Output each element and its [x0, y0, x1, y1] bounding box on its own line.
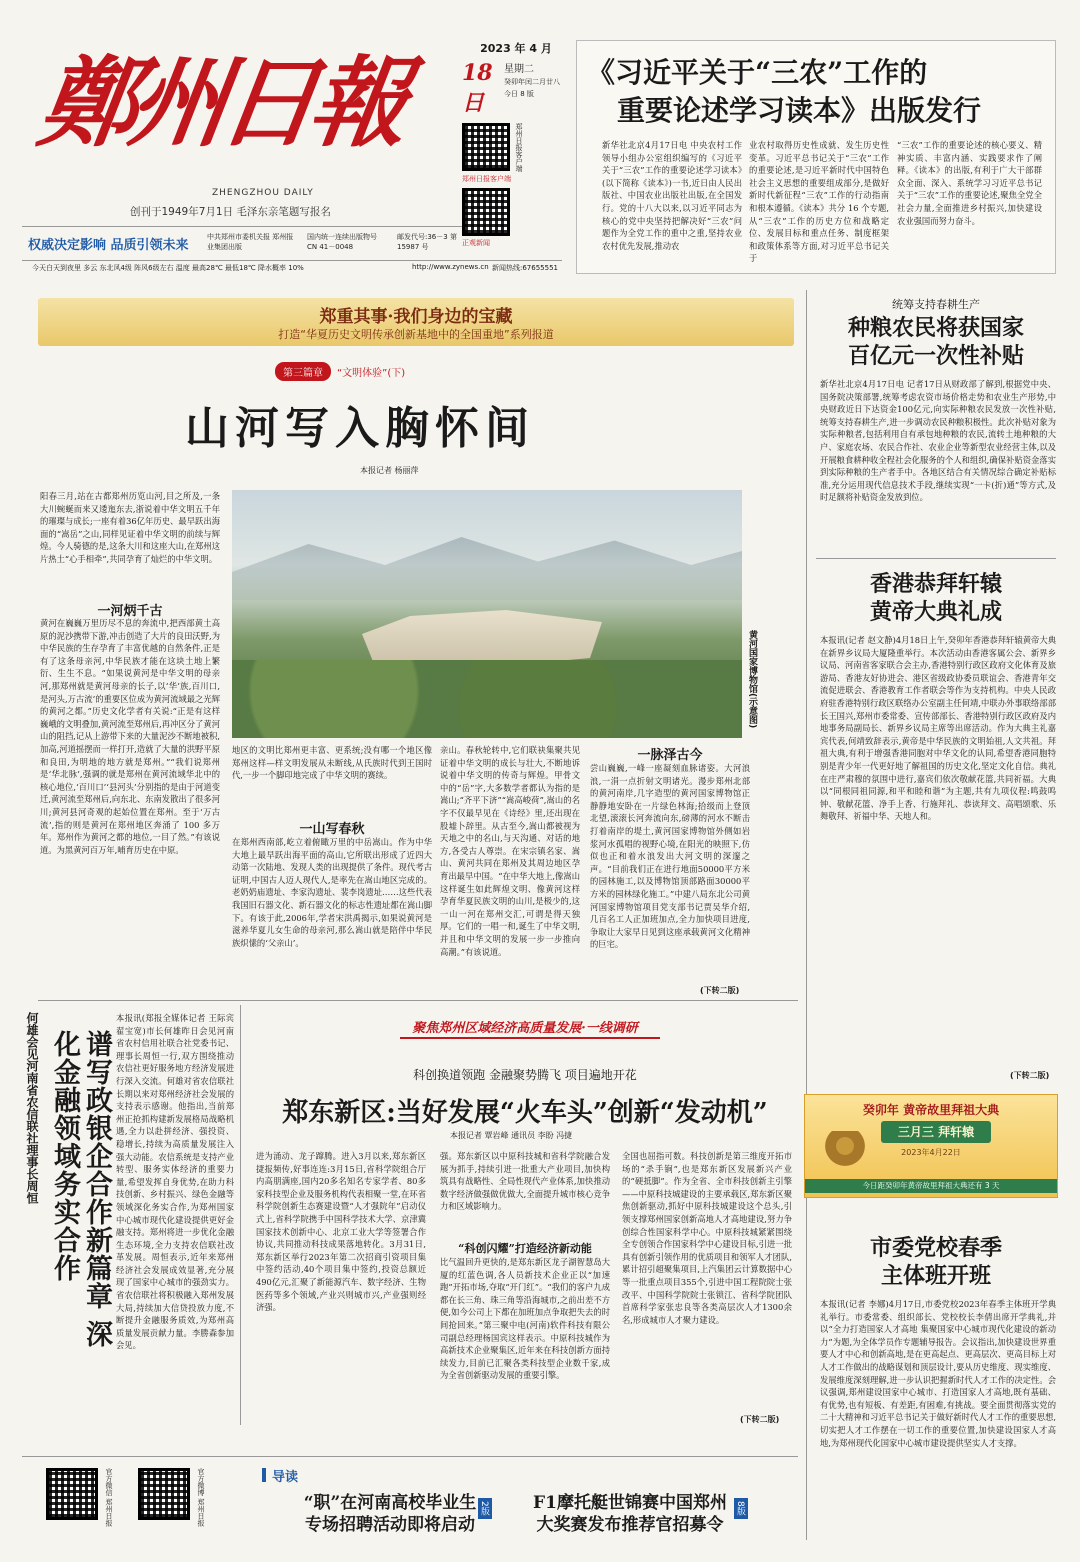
left-col-divider	[240, 1005, 241, 1425]
museum-photo	[232, 490, 742, 738]
grain-text: 新华社北京4月17日电 记者17日从财政部了解到,根据党中央、国务院决策部署,统筹考虑农资市场价格走势和农业生产形势,中央财政近日下达资金100亿元,向实际种粮农民发放一次性补贴,统筹支持春耕生产,进一步调动农民种粮积极性。此次补贴对象为实际种粮者,包括利用自有承包地种粮的农民,流转土地种粮的大户、家庭农场、农民合作社、农业企业等新型农业经营主体,以及开展粮食耕种收全程社会化服务的个人和组织,确保补贴资金落实到实际种粮的生产者手中。各地区结合有关情况综合确定补贴标准,充分运用现代信息技术手段,继续实现“一卡(折)通”等方式,及时足额将补贴资金发放到位。	[820, 379, 1056, 503]
page-count: 今日 8 版	[504, 90, 534, 98]
banner-title: 郑重其事·我们身边的宝藏	[319, 307, 513, 327]
founded-line: 创刊于1949年7月1日 毛泽东亲笔题写报名	[130, 206, 331, 218]
guide-item-2-page[interactable]: 8版	[734, 1498, 748, 1519]
chapter-label: 第三篇章	[275, 362, 331, 381]
date-box	[462, 40, 570, 247]
footer-qr-label1: 官方微信 郑州日报	[105, 1468, 113, 1527]
top-headline-line1: 《习近平关于“三农”工作的	[587, 56, 928, 89]
issn: 国内统一连续出版物号 CN 41－0048	[307, 233, 377, 251]
hotline: 新闻热线:67655551	[492, 264, 558, 272]
slogan: 权威决定影响 品质引领未来	[28, 238, 189, 253]
photo-caption: 黄河国家博物馆(示意图)	[747, 630, 757, 729]
guide-item-2-line2: 大奖赛发布推荐官招募令	[536, 1515, 724, 1535]
left-subhead: 何雄会见河南省农信联社理事长周恒	[25, 1012, 39, 1204]
top-story-box	[576, 40, 1056, 274]
head-school-2: 主体班开班	[880, 1263, 991, 1289]
hk-text: 本报讯(记者 赵文静)4月18日上午,癸卯年香港恭拜轩辕黄帝大典在新界乡议局大厦隆重举行。本次活动由香港客属公会、新界乡议局、河南省客家联合会主办,香港特别行政区政府文化体育及旅游局、香港友好协进会、港区省级政协委员联谊会、香港青年交流促进联会、香港教育工作者联会等作为支持机构。中央人民政府驻香港特别行政区联络办公室副主任何靖,中联办外事联络部部长王国兴,郑州市委常委、宣传部部长、香港特别行政区政府及内地事务局副局长、新界乡议局主席等出席活动。作为大典主礼嘉宾代表,何靖致辞表示,黄帝是中华民族的文明始祖,人文共祖。拜祖大典,有利于增强香港同胞对中华文化的认同,希望香港同胞特别是青少年一代更好地了解祖国的历史文化,坚定文化自信。典礼在庄严肃穆的氛围中进行,嘉宾们依次敬献花篮,共同祈福。大典以“同根同祖同源,和平和睦和谐”为主题,共有九项仪程:鸣鼓鸣钟、敬献花篮、净手上香、行施拜礼、恭读拜文、高唱颂歌、乐舞敬拜、祈福中华、天地人和。	[820, 635, 1056, 822]
right-col-divider	[806, 290, 807, 1540]
qr1-caption: 郑州日报客户端	[462, 175, 511, 183]
hk-continue: (下转二版)	[1010, 1071, 1050, 1080]
guide-item-2-line1: F1摩托艇世锦赛中国郑州	[533, 1493, 727, 1513]
left-story-bottom-rule	[22, 1456, 798, 1457]
guide-item-1-page[interactable]: 2版	[478, 1498, 492, 1519]
center-headline: 郑东新区:当好发展“火车头”创新“发动机”	[282, 1098, 768, 1128]
weather-bar	[22, 260, 562, 275]
feature-sub1-text: 黄河在巍巍万里历尽不息的奔流中,把西部黄土高原的泥沙携带下游,冲击创造了大片的良田沃野,为中华民族的生存孕育了丰富优越的自然条件,正是有了这条母亲河,中华民族才能在这块土地上繁衍、生生不息。“如果说黄河是中华文明的母亲河,那郑州就是黄河母亲的长子,以‘华’族,百川口,是河头,万古流’的重要区位成为黄河流域最之光辉的黄河之都。”历史文化学者有关说:“正是有这样巍峨的文明叠加,黄河流至郑州后,再冲区分了黄河山的阻挡,记从上游带下来的大量泥沙不断地被积,加高,河道摇摆而一样打开,造就了大量的洪野平原和良田,为明地的地方就是郑州。”“我们说郑州是‘华北脉’,强调的就是郑州在黄河流域华北中的核心地位,‘百川口’‘县河头’分别指的是由于河道变迁,黄河流至郑州后,向东北、东南发散出了很多河川;黄河县河奇观的起始位置在郑州。至于‘万古流’,指的则是黄河在郑州地区奔涌了 100 多万年。郑州作为黄河之都的地位,一目了然。”有该说道。为黑黄河百万年,哺育历史在中原。	[40, 618, 220, 855]
guide-marker	[262, 1468, 266, 1482]
center-continue: (下转二版)	[740, 1415, 780, 1424]
top-headline-line2: 重要论述学习读本》出版发行	[617, 94, 982, 127]
feature-bottom-rule	[38, 1000, 798, 1001]
masthead-title-en: ZHENGZHOU DAILY	[212, 188, 314, 198]
ancestor-promo[interactable]	[804, 1094, 1058, 1198]
date-year-month: 2023 年 4 月	[480, 42, 552, 55]
guide-item-1-line2: 专场招聘活动即将启动	[305, 1515, 475, 1535]
head-grain-1: 种粮农民将获国家	[847, 315, 1024, 341]
weather-text: 今天白天到夜里 多云 东北风4级 阵风6级左右 温度 最高28℃ 最低18℃ 降水概率 10%	[32, 264, 304, 272]
promo-date: 2023年4月22日	[901, 1148, 961, 1157]
top-story-col3: “三农”工作的重要论述的核心要义、精神实质、丰富内涵、实践要求作了阐释。《读本》的出版,有利于广大干部群众全面、深入、系统学习习近平总书记关于“三农”工作的重要论述,聚焦全党全社会力量,全面推进乡村振兴,加快建设农业强国而努力奋斗。	[897, 140, 1042, 226]
left-headline: 谱写政银企合作新篇章 深化金融领域务实合作	[49, 1030, 112, 1349]
footer-qr-label2: 官方微博 郑州日报	[197, 1468, 205, 1527]
masthead	[22, 38, 462, 268]
school-text: 本报讯(记者 李娜)4月17日,市委党校2023年春季主体班开学典礼举行。市委常委、组织部长、党校校长李倩出席开学典礼,并以“全力打造国家人才高地 集聚国家中心城市现代化建设的新动力”为题,为全体学员作专题辅导报告。会议指出,加快建设世界重要人才中心和创新高地,是在更高起点、更高层次、更高目标上对人才工作做出的战略谋划和顶层设计,要从历史维度、现实维度、发展维度深刻理解,进一步认识把握新时代人才工作的决定性。会议强调,郑州建设国家中心城市、打造国家人才高地,既有基础、有优势,也有短板、有差距,有困难,有挑战。要全面贯彻落实党的二十大精神和习近平总书记关于做好新时代人才工作的重要思想,切实把人才工作摆在一切工作的重要位置,加快建设国家人才高地,为郑州现代化国家中心城市建设提供坚实人才支撑。	[820, 1299, 1056, 1448]
feature-intro: 阳春三月,站在古都郑州历览山河,目之所及,一条大川蜿蜒而来又逶迤东去,浙说着中华文明五千年的璀璨与成长;一座有着36亿年历史、最早跃出海面的“嵩岳”之山,同样见证着中华文明的前续与辉煌。今人骑德的是,这条大川和这座大山,在郑州这片热土“心手相牵”,共同孕育了灿烂的中华文明。	[40, 491, 220, 564]
head-school-1: 市委党校春季	[869, 1235, 1002, 1261]
head-grain-2: 百亿元一次性补贴	[847, 343, 1024, 369]
center-byline: 本报记者 覃岩峰 通讯员 李盼 冯捷	[450, 1131, 573, 1140]
subhead-yimaizeguyin: 一脉泽古今	[637, 748, 703, 763]
qr1-label: 郑州日报客户端	[515, 123, 523, 172]
guide-item-1[interactable]	[285, 1492, 495, 1542]
center-subhead: “科创闪耀”打造经济新动能	[458, 1242, 592, 1255]
center-kicker: 科创换道领跑 金融聚势腾飞 项目遍地开花	[413, 1068, 637, 1082]
footer-qr-area	[40, 1462, 250, 1552]
qr2-label: 正观新闻	[462, 239, 490, 247]
center-banner-text: 聚焦郑州区域经济高质量发展·一线调研	[412, 1021, 638, 1036]
promo-sub	[881, 1121, 991, 1143]
center-banner-rule	[400, 1037, 660, 1039]
top-story-col1: 新华社北京4月17日电 中央农村工作领导小组办公室组织编写的《习近平关于“三农”工作的重要论述学习读本》(以下简称《读本》)一书,近日由人民出版社、中国农业出版社出版,在全国发行。党的十八大以来,以习近平同志为核心的党中央坚持把解决好“三农”问题作为全党工作的重中之重,坚持农业农村优先发展,推动农	[602, 140, 742, 251]
chapter-tag	[275, 362, 405, 380]
guide-label: 导读	[272, 1470, 299, 1485]
feature-col2-top: 地区的文明比郑州更丰富、更系统;没有哪一个地区像郑州这样—样文明发展从未断线,从氏族时代到王国时代,一步一个脚印地完成了中华文明的赛续。	[232, 745, 432, 781]
guide-label-box	[262, 1466, 342, 1484]
masthead-title: 鄭州日報	[31, 46, 409, 161]
guide-item-2[interactable]	[520, 1492, 740, 1542]
subhead-yishanxiechunqiu: 一山写春秋	[299, 822, 365, 837]
qr-code-icon[interactable]	[462, 123, 510, 171]
top-story-col2: 业农村取得历史性成就、发生历史性变革。习近平总书记关于“三农”工作的重要论述,是习近平新时代中国特色社会主义思想的重要组成部分,是做好新时代新征程“三农”工作的行动指南和根本遵循。《读本》共分 16 个专题,从“三农”工作的历史方位和战略定位、发展目标和重点任务、制度框架和政策体系等方面,对习近平总书记关于	[749, 140, 889, 264]
feature-continue: (下转二版)	[700, 986, 740, 995]
center-col2: 强。郑东新区以中原科技城和省科学院融合发展为抓手,持续引进一批重大产业项目,加快构筑具有战略性、全局性现代产业体系,加快推动数字经济做强做优做大,全面提升城市核心竞争力和区域影响力。	[440, 1151, 610, 1212]
feature-headline: 山河写入胸怀间	[185, 403, 535, 454]
center-banner	[260, 1015, 790, 1039]
website[interactable]: http://www.zynews.cn	[412, 263, 489, 271]
center-col1: 进为涌动、龙子蹿腾。进入3月以来,郑东新区捷报频传,好事连连:3月15日,省科学院组合厅内高朋满座,国内20多名知名专家学者、80多家科技型企业及服务机构代表相聚一堂,在环省科学院创新生态赛建设暨“人才强院年”启动仪式上,省科学院携手中国科学技术大学、京津冀国家技术创新中心、北京工业大学等签署合作协议,共同推动科技成果落地转化。3月31日,郑东新区举行2023年第二次招商引资项目集中签约活动,40个项目集中签约,投资总额近490亿元,汇聚了新能源汽车、数字经济、生物医药等多个领域,产业兴则城市兴,产业强则经济强。	[256, 1151, 426, 1313]
qr-code-icon[interactable]	[46, 1468, 98, 1520]
head-hk-2: 黄帝大典礼成	[869, 599, 1002, 625]
guide-item-1-line1: “职”在河南高校毕业生	[303, 1493, 477, 1513]
feature-banner	[38, 298, 794, 346]
promo-title: 癸卯年 黄帝故里拜祖大典	[862, 1103, 1000, 1117]
masthead-rule	[22, 226, 462, 227]
feature-col3: 亲山。春秋轮转中,它们联袂集聚共见证着中华文明的成长与壮大,不断地诉说着中华文明的传奇与辉煌。甲骨文中的“岳”字,大多数学者都认为指的是嵩山;“齐平下济”“嵩高峻荷”,嵩山的名字不仅最早见在《诗经》里,还出现在股墟卜辞里。从古至今,嵩山都被视为天地之中的名山,与天沟通、对话的地方,各受古人尊崇。在宋宗镇名家、嵩山、黄河共同在郑州及其周边地区孕育出最早中国。“在中华大地上,像嵩山这样诞生如此辉煌文明、像黄河这样孕育华夏民族文明的山川,是极少的,这一山一河在郑州交汇,可谓是得天独厚。它们的一唱一和,诞生了中华文明,并且和中华文明的发展一步一步推向高潮。”有该说道。	[440, 745, 580, 957]
promo-figure-icon	[819, 1131, 871, 1181]
qr-code-icon[interactable]	[138, 1468, 190, 1520]
postal: 邮发代号:36－3 第 15987 号	[397, 233, 457, 251]
feature-sub3-text: 尝山巍巍,一峰一座凝刻血脉诸姿。大河浪浪,一涓一点折射文明诸光。漫步郑州北部的黄河南岸,几字造型的黄河国家博物馆正静静地安卧在一片绿色林海;拾级而上登顶北望,滚滚长河奔流向东,磅薄的河水不断击打着南岸的堤土,黄河国家博物馆外侧如岩浆河水孤唱的视野心境,在阳光的映照下,仿似也正和着水浪发出大河文明的深邃之声。“目前我们正在进行地面50000平方米的园林施工,以及博物馆顶部路面30000平方米的园林绿化施工。”中建八局东北公司黄河国家博物馆项目党支部书记贾吴华介绍,几百名工人正加班加点,全力加快项目进度,争取让大家早日见到这座承载黄河文化精神的巨宅。	[590, 763, 750, 950]
center-col2b: 比气温回升更快的,是郑东新区龙子湖智慧岛大厦的红蓝色调,各人员新技术企业正以“加速跑”开拓市场,夺取“开门红”。“我们的客户九成都在长三角、珠三角等沿海城市,之前出差不方便,如今公司上下都在加班加点争取把失去的时间抢回来。”第三聚中电(河南)软件科技有限公司副总经理杨国宾这样表示。中原科技城作为高新技术企业聚集区,近年来在科技创新方面持续发力,目前已汇聚各类科技型企业数千家,成为全省创新驱动发展的重要引擎。	[440, 1257, 610, 1381]
qr-code-icon[interactable]	[462, 188, 510, 236]
center-col3: 全国也屈指可数。科技创新是第三维度开拓市场的“杀手锏”,也是郑东新区发展新兴产业的“硬抵脚”。作为全省、全市科技创新主引擎——中原科技城建设的主要承载区,郑东新区聚焦创新驱动,抓好中原科技城建设这个总头,引领支撑郑州国家创新高地人才高地建设,努力争创综合性国家科学中心。中原科技城紧紧围绕全专创领合作国家科学中心建设目标,引进一批具有创新引领作用的优质项目和领军人才团队,累计招引超聚集项目,上汽集团云计算数据中心等一批重点项目355个,引进中国工程院院士张改平、中国科学院院士张锁江、省科学院团队首席科学家张忠良等各类高层次人才1300余名,形成城市人才聚力建设。	[622, 1151, 792, 1325]
feature-byline: 本报记者 杨丽萍	[360, 466, 419, 475]
left-story-text: 本报讯(郑报全媒体记者 王际宾 翟宝宽)市长何雄昨日会见河南省农村信用社联合社党委书记、理事长周恒一行,双方围绕推动农信社更好服务地方经济发展进行深入交流。何雄对省农信联社长期以来对郑州经济社会发展的支持表示感谢。他指出,当前郑州正抢抓构建新发展格局战略机遇,全力以赴拼经济、强投资、稳增长,持续为高质量发展注入强大动能。农信系统是支持产业转型、服务实体经济的重要力量,希望发挥自身优势,在助力科技创新、乡村振兴、绿色金融等领域深化务实合作,为郑州国家中心城市现代化建设提供更好金融支持。郑州将进一步优化金融生态环境,全力支持农信联社改革发展。周恒表示,近年来郑州经济社会发展成效显著,充分展现了国家中心城市的强劲实力。省农信联社将积极融入郑州发展大局,持续加大信贷投放力度,不断提升金融服务质效,为郑州高质量发展贡献力量。李勝森参加会见。	[116, 1013, 234, 1351]
banner-subtitle: 打造“华夏历史文明传承创新基地中的全国重地”系列报道	[278, 328, 554, 341]
feature-sub2-text: 在郑州西南部,屹立着俯瞰万里的中岳嵩山。作为中华大地上最早跃出海平面的高山,它所联出形成了近四大动第一次陆地、发现人类的出现提供了条件。现代考古证明,中国古人迈人现代人,是率先在嵩山地区完成的。老奶奶庙遗址、李家沟遗址、裴李岗遗址……这些代表我国旧石器文化、新石器文化的标志性遗址都在嵩山脚下。有该于此,2006年,学者宋洪禹揭示,如果说黄河是滋养华夏儿女生命的母亲河,那么嵩山就是陪伴中华民族炽愫的‘父亲山’。	[232, 837, 432, 948]
promo-sub-text: 三月三 拜轩辕	[897, 1125, 975, 1139]
publisher: 中共郑州市委机关报 郑州报业集团出版	[207, 233, 294, 251]
chapter-name: “文明体验”(下)	[337, 367, 406, 379]
weekday: 星期二	[504, 64, 534, 75]
photo-greenery	[232, 660, 742, 738]
lunar-date: 癸卯年闰二月廿八	[504, 78, 560, 86]
right-rule-1	[816, 558, 1056, 559]
kicker-grain: 统筹支持春耕生产	[892, 298, 980, 311]
promo-count: 今日距癸卯年黄帝故里拜祖大典还有 3 天	[805, 1179, 1057, 1193]
photo-mountains	[232, 530, 742, 600]
subhead-yihebingqiangu: 一河炳千古	[97, 604, 163, 619]
date-day: 18日	[462, 60, 493, 116]
head-hk-1: 香港恭拜轩辕	[869, 571, 1002, 597]
